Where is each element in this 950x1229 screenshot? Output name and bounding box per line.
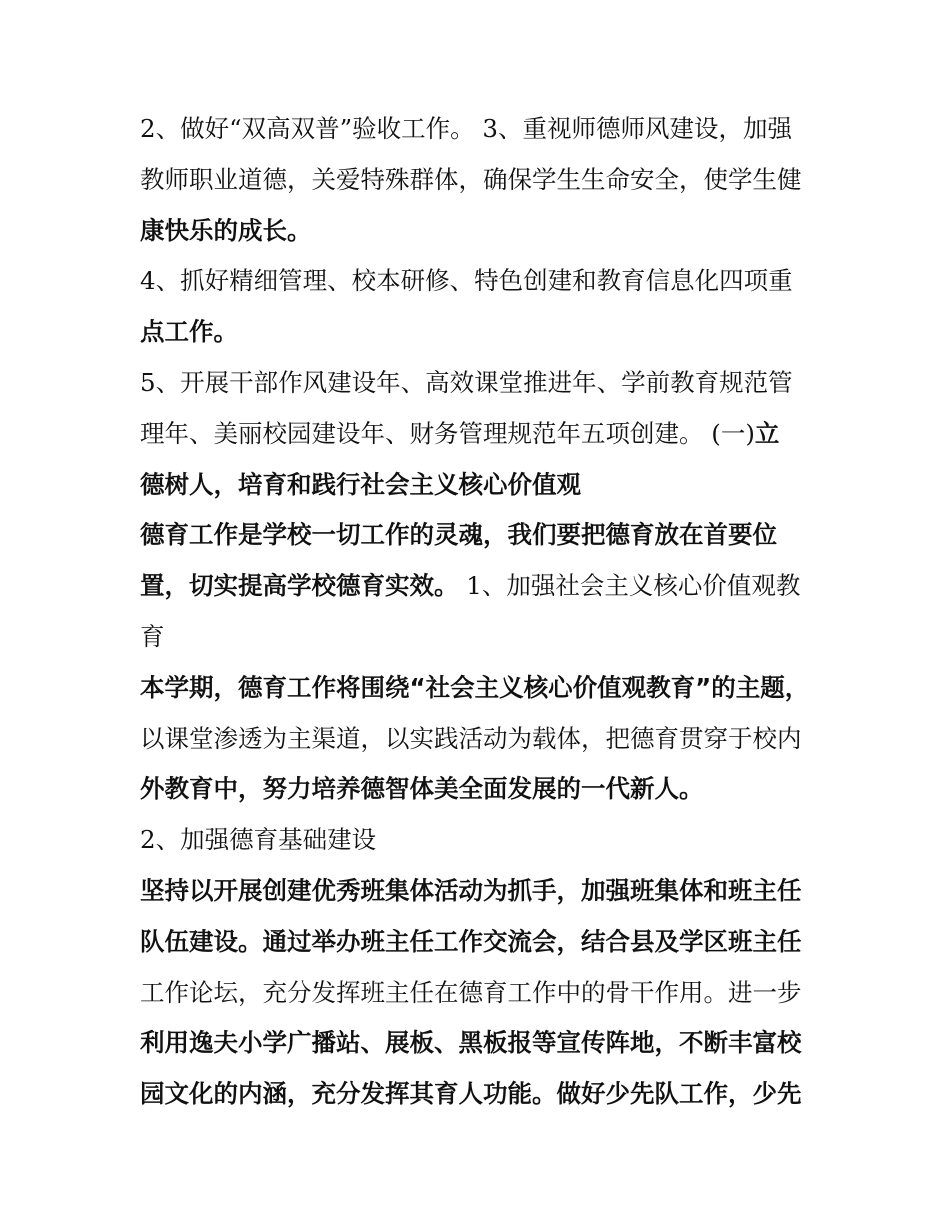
- text-segment: 5、开展干部作风建设年、高效课堂推进年、学前教育规范管: [140, 368, 793, 397]
- text-segment: 康快乐的成长。: [140, 215, 312, 245]
- text-line: [140, 872, 820, 910]
- text-segment: 立: [754, 418, 780, 448]
- text-segment: 园文化的内涵，充分发挥其育人功能。做好少先队工作，少先: [140, 1079, 802, 1109]
- text-segment: 本学期，德育工作将围绕“社会主义核心价值观教育”的主题，: [140, 672, 810, 702]
- text-line: [140, 770, 820, 808]
- text-segment: 利用逸夫小学广播站、展板、黑板报等宣传阵地，不断丰富校: [140, 1028, 802, 1058]
- text-line: [140, 313, 820, 351]
- text-segment: 2、加强德育基础建设: [140, 825, 377, 855]
- text-segment: 理年、美丽校园建设年、财务管理规范年五项创建。 (一): [140, 418, 755, 448]
- text-line: [140, 212, 820, 250]
- text-line: [140, 415, 820, 453]
- text-segment: 4、抓好精细管理、校本研修、特色创建和教育信息化四项重: [140, 266, 793, 296]
- text-segment: 育: [140, 622, 165, 651]
- text-line: [140, 516, 820, 554]
- text-line: [140, 110, 820, 148]
- text-segment: 队伍建设。通过举办班主任工作交流会，结合县及学区班主任: [140, 926, 802, 956]
- text-line: [140, 821, 820, 859]
- text-segment: 外教育中，努力培养德智体美全面发展的一代新人。: [140, 774, 704, 804]
- text-segment: 教师职业道德，关爱特殊群体，确保学生生命安全，使学生健: [140, 164, 802, 194]
- text-line: [140, 262, 820, 300]
- text-segment: 德育工作是学校一切工作的灵魂，我们要把德育放在首要位: [140, 520, 777, 550]
- text-segment: 以课堂渗透为主渠道，以实践活动为载体，把德育贯穿于校内: [140, 723, 802, 753]
- text-segment: 坚持以开展创建优秀班集体活动为抓手，加强班集体和班主任: [140, 876, 802, 905]
- text-line: [140, 720, 820, 758]
- text-segment: 德树人，培育和践行社会主义核心价值观: [140, 469, 581, 499]
- text-segment: 2、做好“双高双普”验收工作。 3、重视师德师风建设，加强: [140, 114, 793, 143]
- text-line: [140, 466, 820, 504]
- text-segment: 工作论坛，充分发挥班主任在德育工作中的骨干作用。进一步: [140, 977, 802, 1007]
- text-line: [140, 364, 820, 402]
- text-line: [140, 567, 820, 605]
- text-segment: 置，切实提高学校德育实效。: [140, 571, 459, 601]
- text-line: [140, 974, 820, 1012]
- text-line: [140, 1024, 820, 1062]
- text-segment: 点工作。: [140, 317, 238, 347]
- text-segment: 1、加强社会主义核心价值观教: [458, 571, 801, 601]
- text-line: [140, 1075, 820, 1113]
- text-line: [140, 923, 820, 961]
- text-line: [140, 618, 820, 656]
- text-line: [140, 161, 820, 199]
- text-line: [140, 669, 820, 707]
